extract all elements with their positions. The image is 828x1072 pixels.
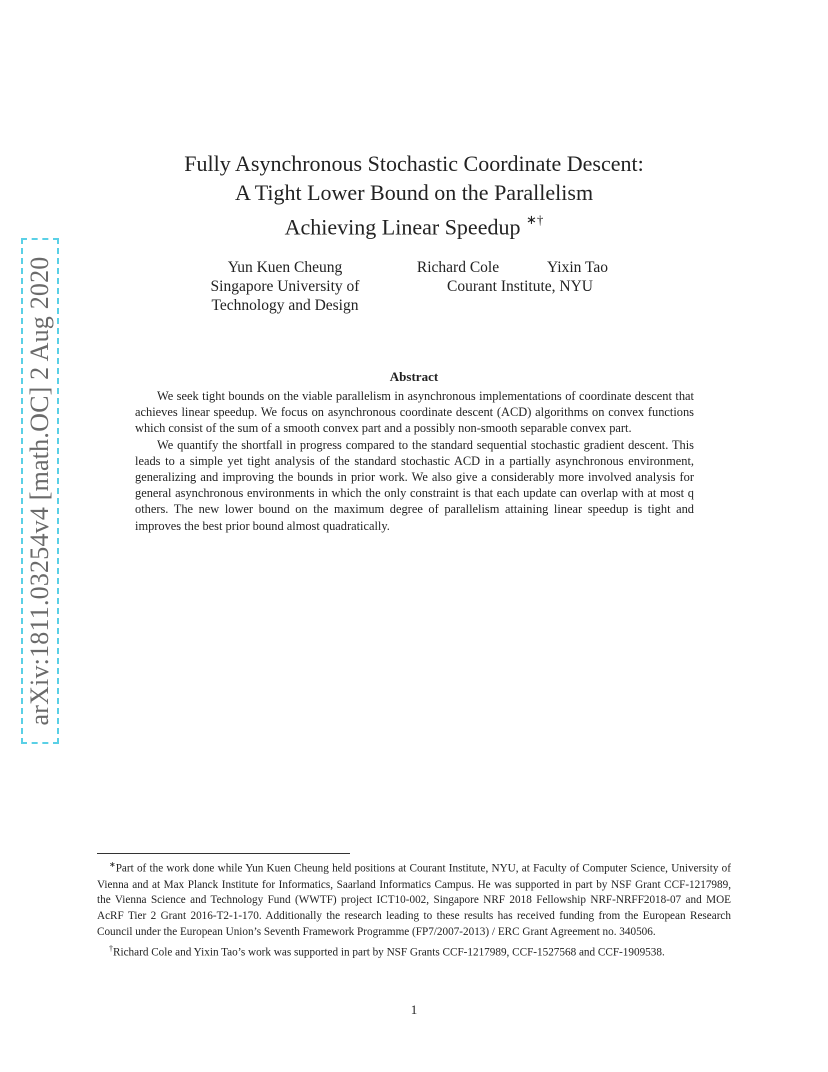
footnote-mark: † xyxy=(109,943,113,953)
footnote-text: Richard Cole and Yixin Tao’s work was supported in part by NSF Grants CCF-1217989, CCF-1527568 and CCF-1909538. xyxy=(113,946,665,959)
footnote-mark: ∗ xyxy=(109,860,116,869)
footnote-rule xyxy=(97,853,350,854)
abstract-heading: Abstract xyxy=(389,369,439,384)
author-affiliation: Courant Institute, NYU xyxy=(447,278,593,295)
title-line-2: A Tight Lower Bound on the Parallelism xyxy=(234,180,594,205)
title-line-3-text: Achieving Linear Speedup xyxy=(284,214,521,240)
page-number: 1 xyxy=(410,1002,418,1017)
footnotes xyxy=(97,857,731,961)
abstract-paragraph: We seek tight bounds on the viable parallelism in asynchronous implementations of coordinate descent that achieves linear speedup. We focus on asynchronous coordinate descent (ACD) algorithms on convex functions which consist of the sum of a smooth convex part and a possibly non-smooth separable convex part. xyxy=(135,389,694,436)
author-block-1 xyxy=(190,258,380,315)
arxiv-identifier: arXiv:1811.03254v4 [math.OC] 2 Aug 2020 xyxy=(25,256,54,726)
author-name: Yixin Tao xyxy=(546,259,609,276)
author-block-2 xyxy=(398,258,518,277)
shared-affiliation xyxy=(410,277,630,296)
paper-title xyxy=(0,149,828,241)
arxiv-stamp xyxy=(23,240,57,742)
title-footnote-marks: ∗† xyxy=(525,212,544,227)
author-affiliation: Technology and Design xyxy=(211,297,359,314)
author-affiliation: Singapore University of xyxy=(210,278,360,295)
abstract-body xyxy=(135,388,694,534)
author-block-3 xyxy=(540,258,615,277)
author-name: Yun Kuen Cheung xyxy=(227,259,343,276)
author-name: Richard Cole xyxy=(416,259,500,276)
title-line-3 xyxy=(0,207,828,241)
footnote xyxy=(97,941,731,962)
footnote xyxy=(97,857,731,941)
abstract-paragraph: We quantify the shortfall in progress compared to the standard sequential stochastic gradient descent. This leads to a simple yet tight analysis of the standard stochastic ACD in a partially asynchronous environment, generalizing and improving the bounds in prior work. We also give a considerably more involved analysis for general asynchronous environments in which the only constraint is that each update can overlap with at most q others. The new lower bound on the maximum degree of parallelism attaining linear speedup is tight and improves the best prior bound almost quadratically. xyxy=(135,437,694,533)
title-line-1: Fully Asynchronous Stochastic Coordinate Descent: xyxy=(184,151,644,176)
footnote-text: Part of the work done while Yun Kuen Cheung held positions at Courant Institute, NYU, at Faculty of Computer Science, University of Vienna and at Max Planck Institute for Informatics, Saarland Informatics Campus. He was supported in part by NSF Grant CCF-1217989, the Vienna Science and Technology Fund (WWTF) project ICT10-002, Singapore NRF 2018 Fellowship NRF-NRFF2018-07 and MOE AcRF Tier 2 Grant 2016-T2-1-170. Additionally the research leading to these results has received funding from the European Research Council under the European Union’s Seventh Framework Programme (FP7/2007-2013) / ERC Grant Agreement no. 340506. xyxy=(97,862,731,938)
